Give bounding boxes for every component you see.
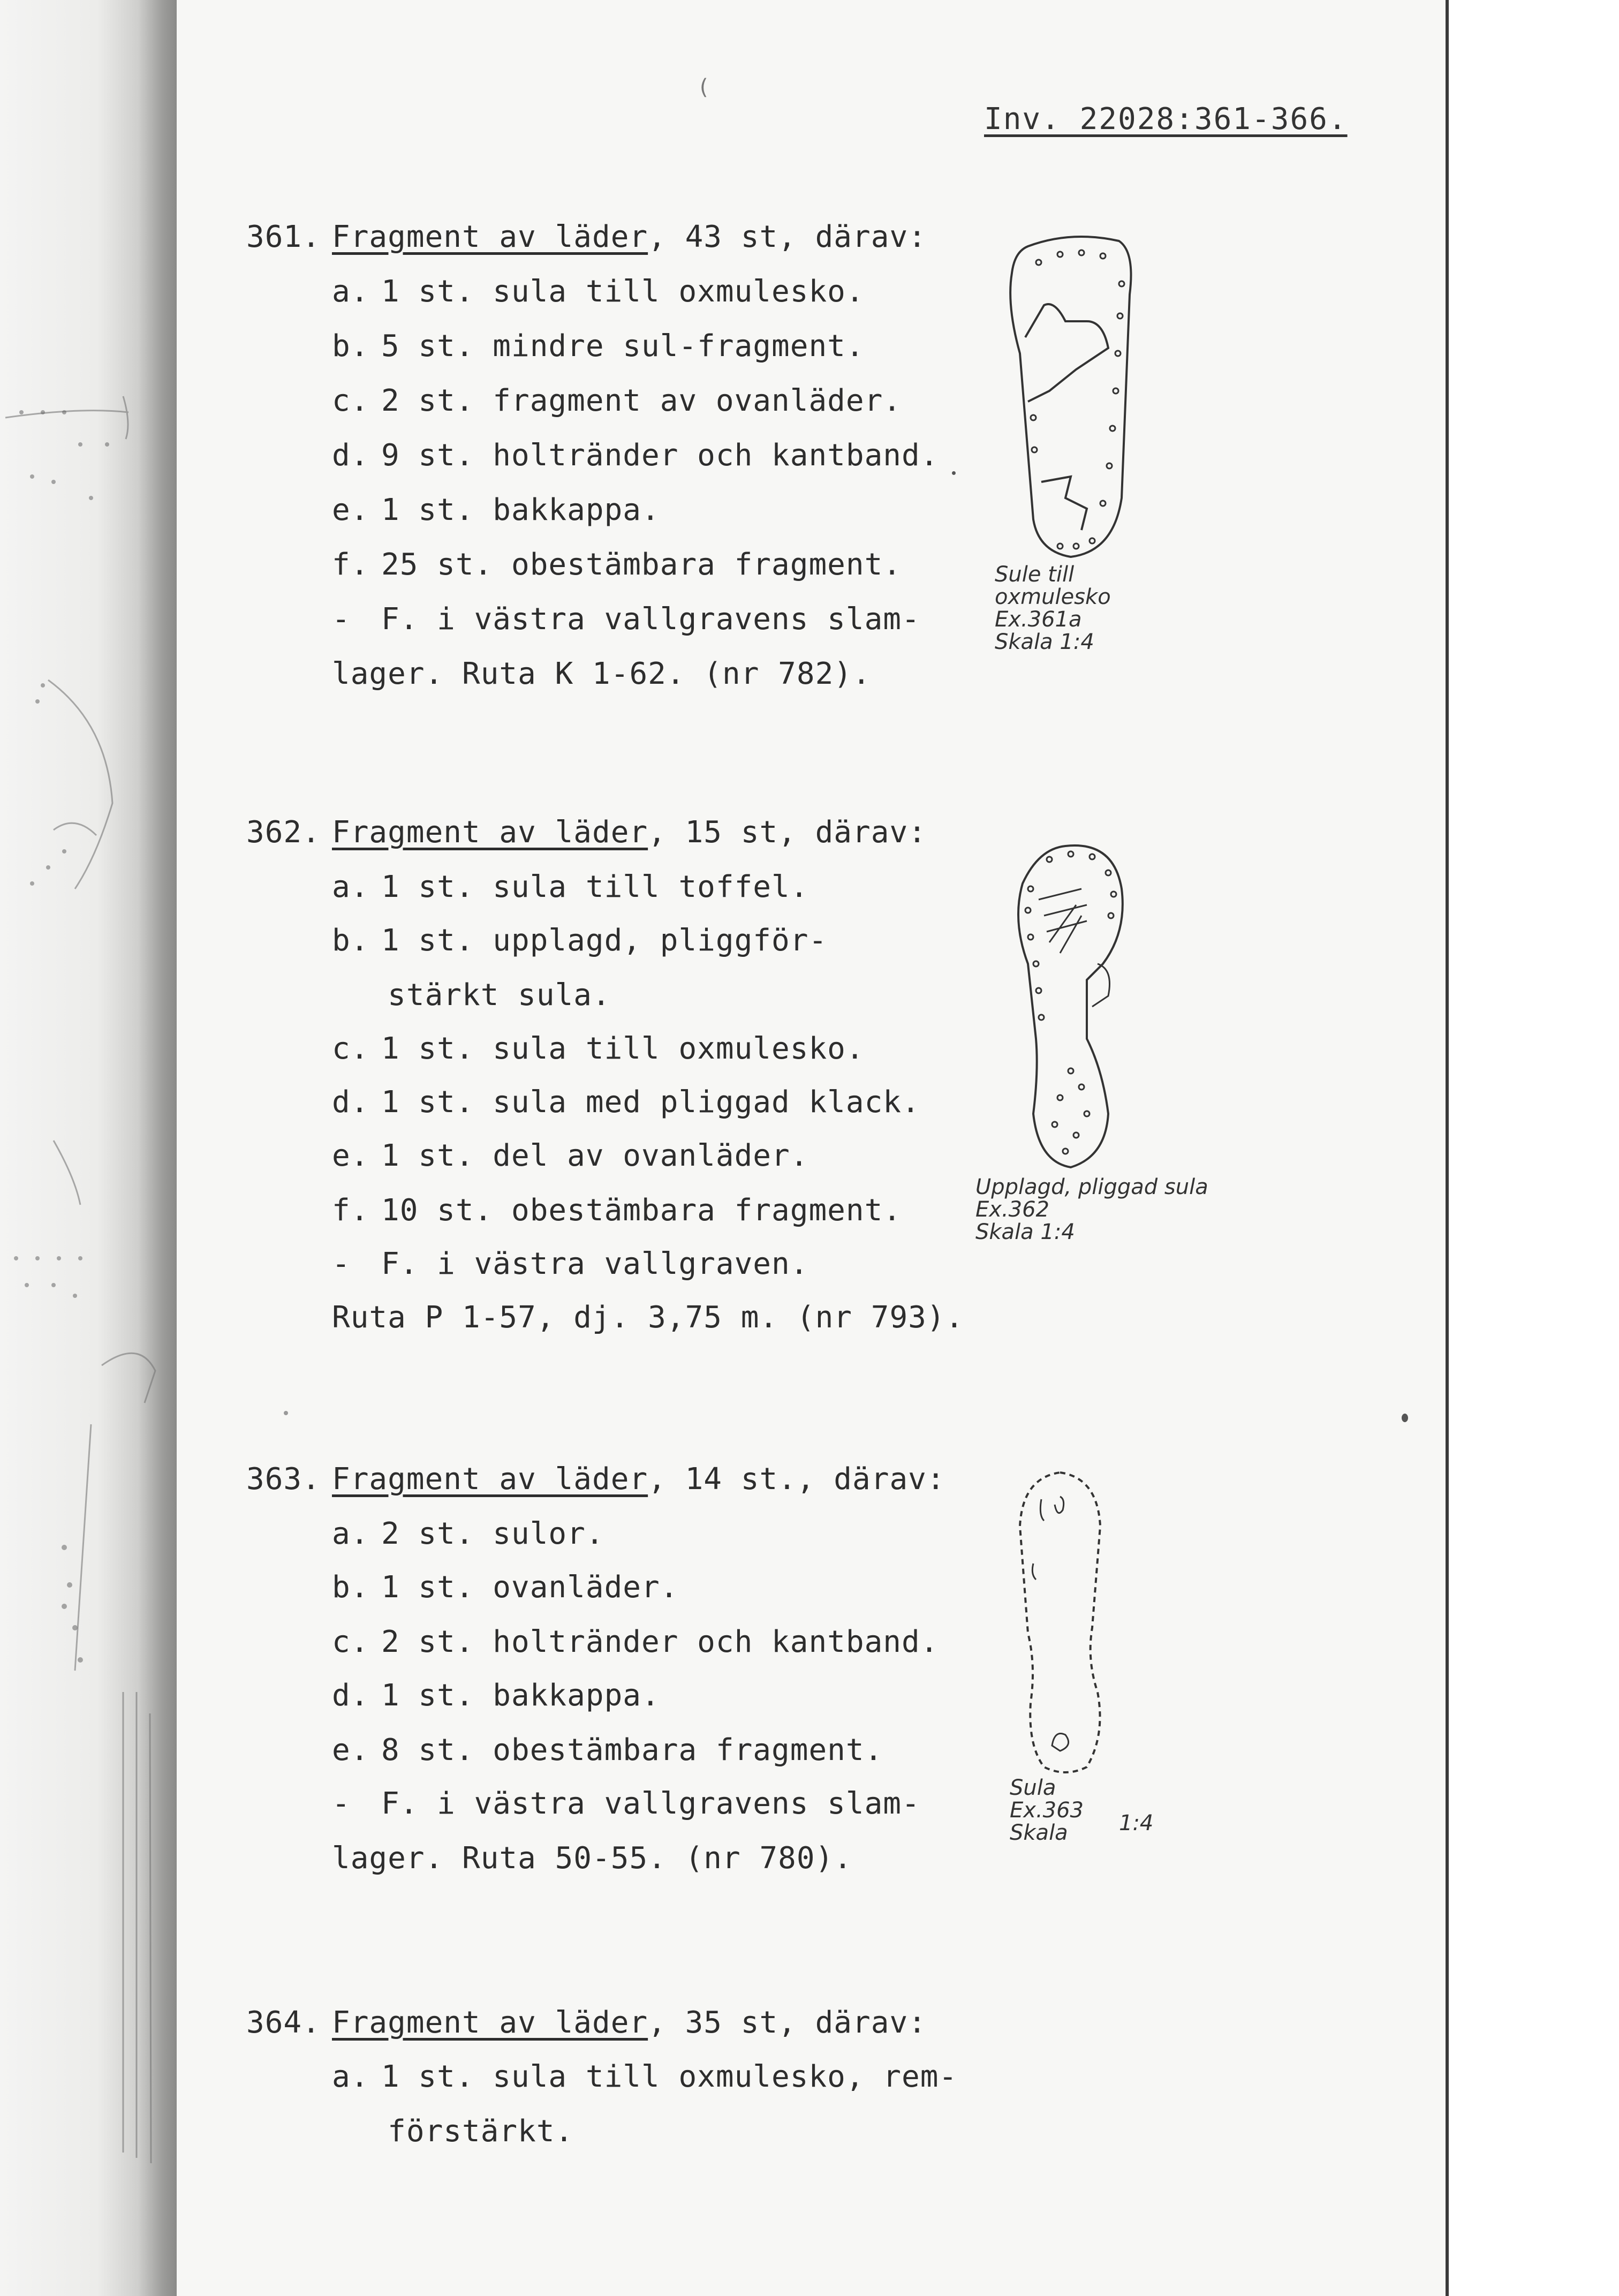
item-text: lager. Ruta K 1-62. (nr 782).	[332, 656, 871, 691]
item-text: 1 st. upplagd, pliggför-	[381, 923, 828, 958]
item-text: lager. Ruta 50-55. (nr 780).	[332, 1841, 853, 1876]
figure-caption-362	[975, 1176, 1208, 1243]
figure-caption-363	[1010, 1777, 1084, 1844]
entry-title-rest: , 43 st, därav:	[648, 220, 927, 254]
item-text: 2 st. fragment av ovanläder.	[381, 383, 902, 418]
caption-line: Skala 1:4	[995, 630, 1094, 654]
entry-heading	[332, 1462, 945, 1497]
item-text: 10 st. obestämbara fragment.	[381, 1193, 902, 1228]
entry-number: 361.	[246, 220, 321, 254]
item-letter: e.	[332, 493, 369, 527]
item-letter: a.	[332, 1516, 369, 1551]
item-letter: e.	[332, 1733, 369, 1768]
caption-line: Sula	[1010, 1776, 1056, 1800]
item-text: 1 st. sula till oxmulesko.	[381, 274, 865, 309]
entry-title-rest: , 15 st, därav:	[648, 815, 927, 850]
item-text: 1 st. del av ovanläder.	[381, 1138, 809, 1173]
entry-title: Fragment av läder	[332, 1462, 648, 1497]
bleed-through-marks	[0, 0, 177, 2296]
entry-number: 363.	[246, 1462, 321, 1497]
caption-line: Skala	[1010, 1821, 1068, 1845]
item-text: F. i västra vallgravens slam-	[381, 1786, 920, 1821]
item-text: 1 st. sula till oxmulesko, rem-	[381, 2059, 958, 2094]
entry-title-rest: , 35 st, därav:	[648, 2005, 927, 2040]
item-text: 1 st. sula till oxmulesko.	[381, 1031, 865, 1066]
caption-line: Ex.361a	[995, 607, 1082, 632]
item-text: stärkt sula.	[332, 978, 611, 1013]
item-text: förstärkt.	[332, 2114, 574, 2149]
item-letter: -	[332, 1247, 351, 1281]
entry-title-rest: , 14 st., därav:	[648, 1462, 945, 1497]
sole-drawing-363	[1007, 1467, 1114, 1780]
item-letter: d.	[332, 438, 369, 473]
speck	[284, 1411, 288, 1415]
entry-number: 364.	[246, 2005, 321, 2040]
caption-line: Ex.363	[1010, 1798, 1084, 1823]
item-text: Ruta P 1-57, dj. 3,75 m. (nr 793).	[332, 1300, 964, 1335]
item-letter: a.	[332, 870, 369, 904]
top-mark: (	[697, 75, 711, 100]
entry-heading	[332, 815, 927, 850]
item-text: 1 st. ovanläder.	[381, 1570, 679, 1605]
item-text: 1 st. bakkappa.	[381, 1678, 660, 1713]
figure-scale-363: 1:4	[1119, 1811, 1154, 1836]
item-text: 1 st. bakkappa.	[381, 493, 660, 527]
item-text: 9 st. holtränder och kantband.	[381, 438, 939, 473]
entry-heading	[332, 2005, 927, 2040]
item-text: F. i västra vallgraven.	[381, 1247, 809, 1281]
item-letter: c.	[332, 1031, 369, 1066]
speck	[952, 471, 956, 475]
item-letter: f.	[332, 547, 369, 582]
sole-drawing-362	[1007, 835, 1146, 1180]
item-letter: f.	[332, 1193, 369, 1228]
item-letter: b.	[332, 329, 369, 364]
item-text: 25 st. obestämbara fragment.	[381, 547, 902, 582]
speck	[1402, 1414, 1408, 1422]
item-letter: c.	[332, 383, 369, 418]
item-letter: a.	[332, 2059, 369, 2094]
item-letter: b.	[332, 923, 369, 958]
item-letter: b.	[332, 1570, 369, 1605]
item-letter: -	[332, 602, 351, 637]
entry-title: Fragment av läder	[332, 2005, 648, 2040]
caption-line: Skala 1:4	[975, 1220, 1075, 1244]
item-letter: c.	[332, 1625, 369, 1659]
item-text: 8 st. obestämbara fragment.	[381, 1733, 883, 1768]
item-text: 1 st. sula till toffel.	[381, 870, 809, 904]
caption-line: Ex.362	[975, 1197, 1050, 1222]
caption-line: oxmulesko	[995, 585, 1111, 609]
item-letter: -	[332, 1786, 351, 1821]
item-letter: a.	[332, 274, 369, 309]
entry-number: 362.	[246, 815, 321, 850]
item-text: 1 st. sula med pliggad klack.	[381, 1085, 920, 1120]
entry-title: Fragment av läder	[332, 815, 648, 850]
entry-heading	[332, 220, 927, 254]
item-letter: d.	[332, 1678, 369, 1713]
entry-title: Fragment av läder	[332, 220, 648, 254]
caption-line: Upplagd, pliggad sula	[975, 1175, 1208, 1199]
item-text: 2 st. holtränder och kantband.	[381, 1625, 939, 1659]
item-letter: d.	[332, 1085, 369, 1120]
inventory-header: Inv. 22028:361-366.	[984, 102, 1348, 137]
item-letter: e.	[332, 1138, 369, 1173]
sole-drawing-361	[996, 230, 1146, 564]
item-text: F. i västra vallgravens slam-	[381, 602, 920, 637]
caption-line: Sule till	[995, 562, 1075, 587]
figure-caption-361	[995, 563, 1111, 653]
item-text: 2 st. sulor.	[381, 1516, 604, 1551]
item-text: 5 st. mindre sul-fragment.	[381, 329, 865, 364]
page-edge	[1446, 0, 1619, 2296]
